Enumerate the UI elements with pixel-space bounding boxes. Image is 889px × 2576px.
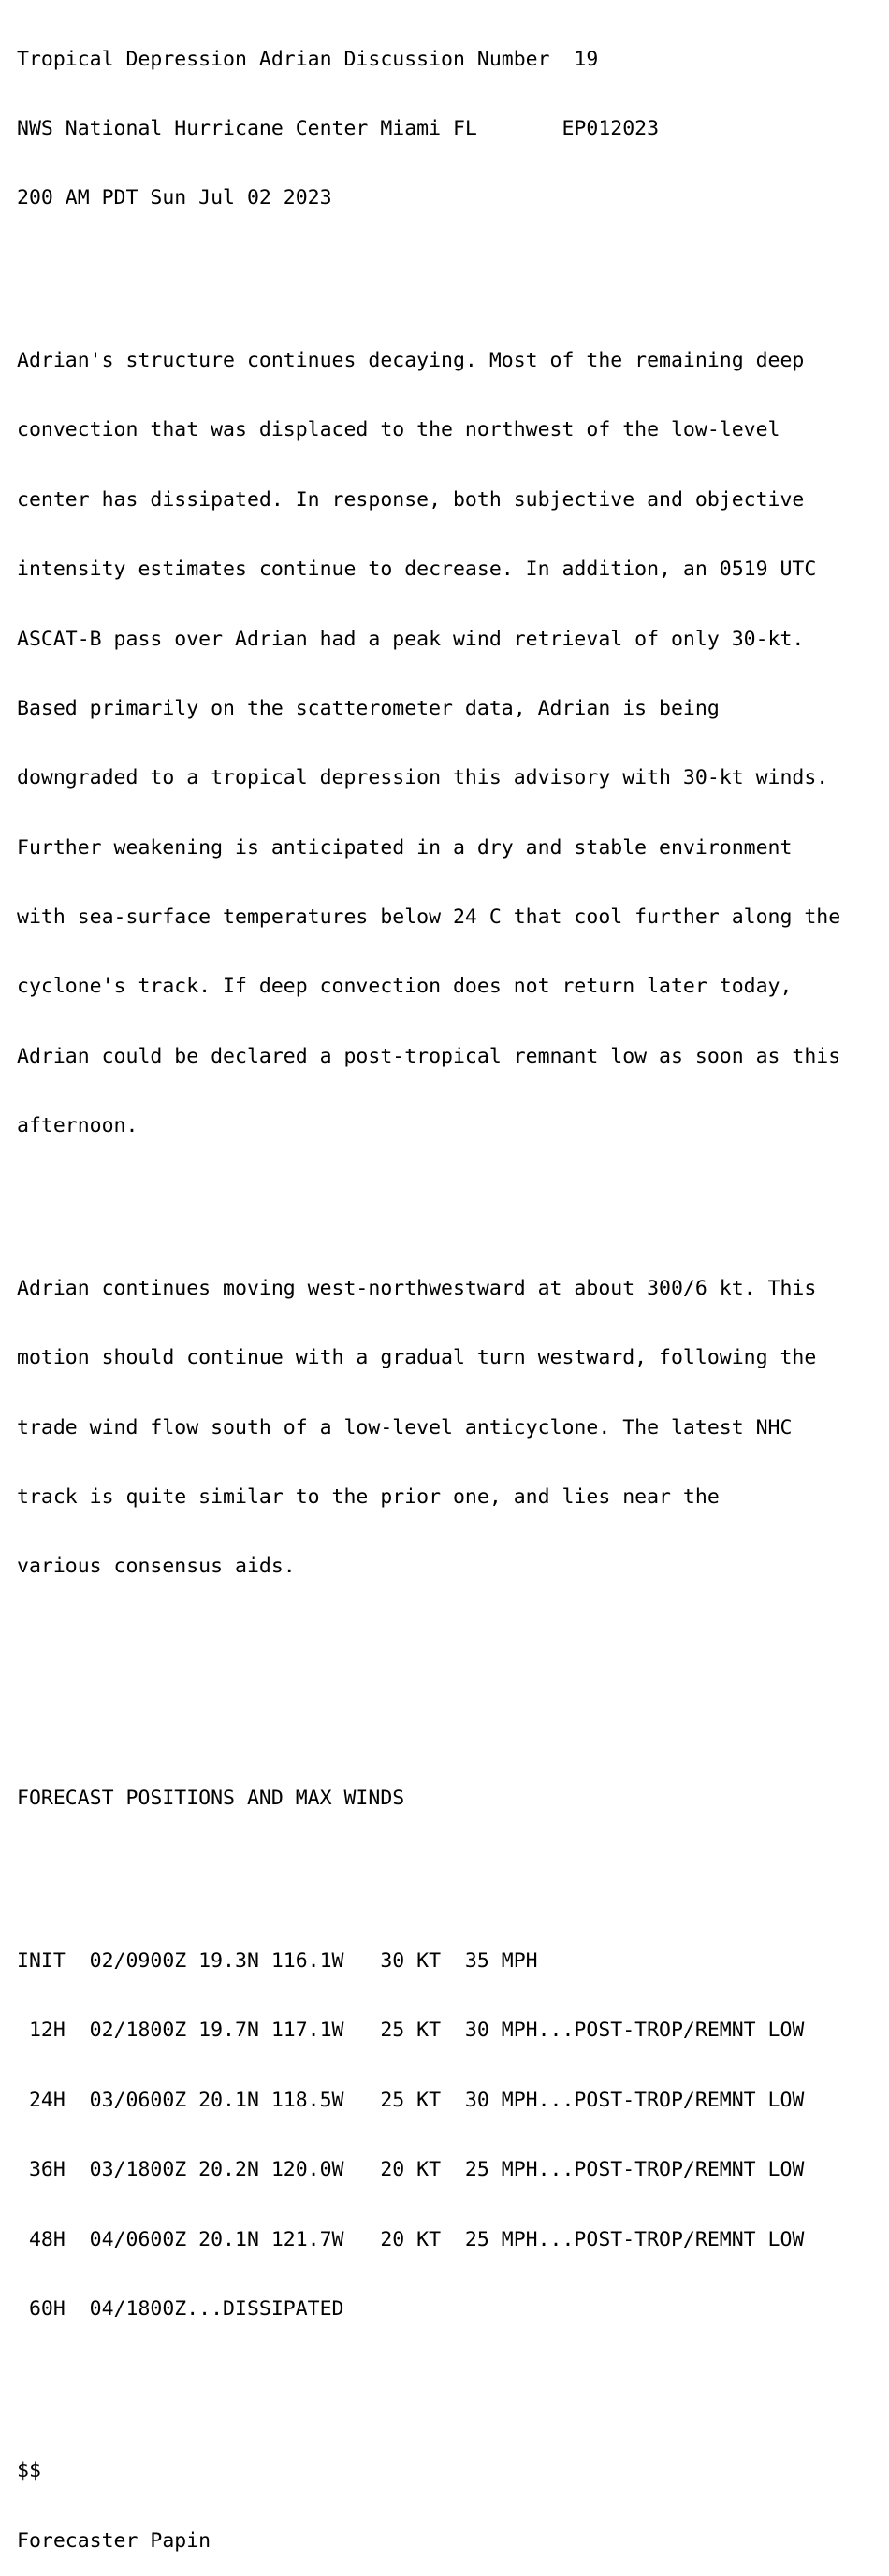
paragraph-1-line: convection that was displaced to the northwest of the low-level <box>17 418 780 442</box>
forecast-row-60h: 60H 04/1800Z...DISSIPATED <box>17 2296 344 2321</box>
blank-line <box>17 1695 840 1718</box>
paragraph-2-line: motion should continue with a gradual turn westward, following the <box>17 1346 817 1370</box>
forecast-row-48h: 48H 04/0600Z 20.1N 121.7W 20 KT 25 MPH...POST-TROP/REMNT LOW <box>17 2227 805 2251</box>
paragraph-2-line: trade wind flow south of a low-level anticyclone. The latest NHC <box>17 1415 793 1440</box>
paragraph-1-line: Further weakening is anticipated in a dry and stable environment <box>17 835 793 860</box>
paragraph-1-line: with sea-surface temperatures below 24 C that cool further along the <box>17 905 841 930</box>
paragraph-1-line: afternoon. <box>17 1114 138 1138</box>
paragraph-1-line: ASCAT-B pass over Adrian had a peak wind retrieval of only 30-kt. <box>17 627 805 651</box>
forecast-heading: FORECAST POSITIONS AND MAX WINDS <box>17 1787 405 1811</box>
forecast-row-36h: 36H 03/1800Z 20.2N 120.0W 20 KT 25 MPH...POST-TROP/REMNT LOW <box>17 2158 805 2182</box>
forecast-row-12h: 12H 02/1800Z 19.7N 117.1W 25 KT 30 MPH...POST-TROP/REMNT LOW <box>17 2019 805 2043</box>
paragraph-1-line: downgraded to a tropical depression this advisory with 30-kt winds. <box>17 766 829 790</box>
paragraph-1-line: intensity estimates continue to decrease. In addition, an 0519 UTC <box>17 557 817 582</box>
blank-line <box>17 2367 840 2391</box>
paragraph-1-line: cyclone's track. If deep convection does not return later today, <box>17 975 793 999</box>
paragraph-1-line: Based primarily on the scatterometer data, Adrian is being <box>17 696 720 720</box>
blank-line <box>17 257 840 281</box>
discussion-document <box>17 2 840 2576</box>
paragraph-2-line: various consensus aids. <box>17 1555 296 1579</box>
terminator-line: $$ <box>17 2459 41 2483</box>
forecast-row-24h: 24H 03/0600Z 20.1N 118.5W 25 KT 30 MPH...POST-TROP/REMNT LOW <box>17 2088 805 2112</box>
title-line: Tropical Depression Adrian Discussion Number 19 <box>17 47 599 71</box>
blank-line <box>17 1626 840 1649</box>
office-line: NWS National Hurricane Center Miami FL EP012023 <box>17 116 660 140</box>
forecast-row-init: INIT 02/0900Z 19.3N 116.1W 30 KT 35 MPH <box>17 1948 538 1973</box>
paragraph-2-line: track is quite similar to the prior one, and lies near the <box>17 1485 720 1509</box>
blank-line <box>17 1185 840 1208</box>
date-line: 200 AM PDT Sun Jul 02 2023 <box>17 186 332 210</box>
paragraph-2-line: Adrian continues moving west-northwestward at about 300/6 kt. This <box>17 1276 817 1300</box>
paragraph-1-line: Adrian's structure continues decaying. Most of the remaining deep <box>17 348 805 372</box>
forecaster-signature: Forecaster Papin <box>17 2528 211 2553</box>
paragraph-1-line: Adrian could be declared a post-tropical remnant low as soon as this <box>17 1044 841 1068</box>
paragraph-1-line: center has dissipated. In response, both subjective and objective <box>17 487 805 512</box>
blank-line <box>17 1858 840 1881</box>
